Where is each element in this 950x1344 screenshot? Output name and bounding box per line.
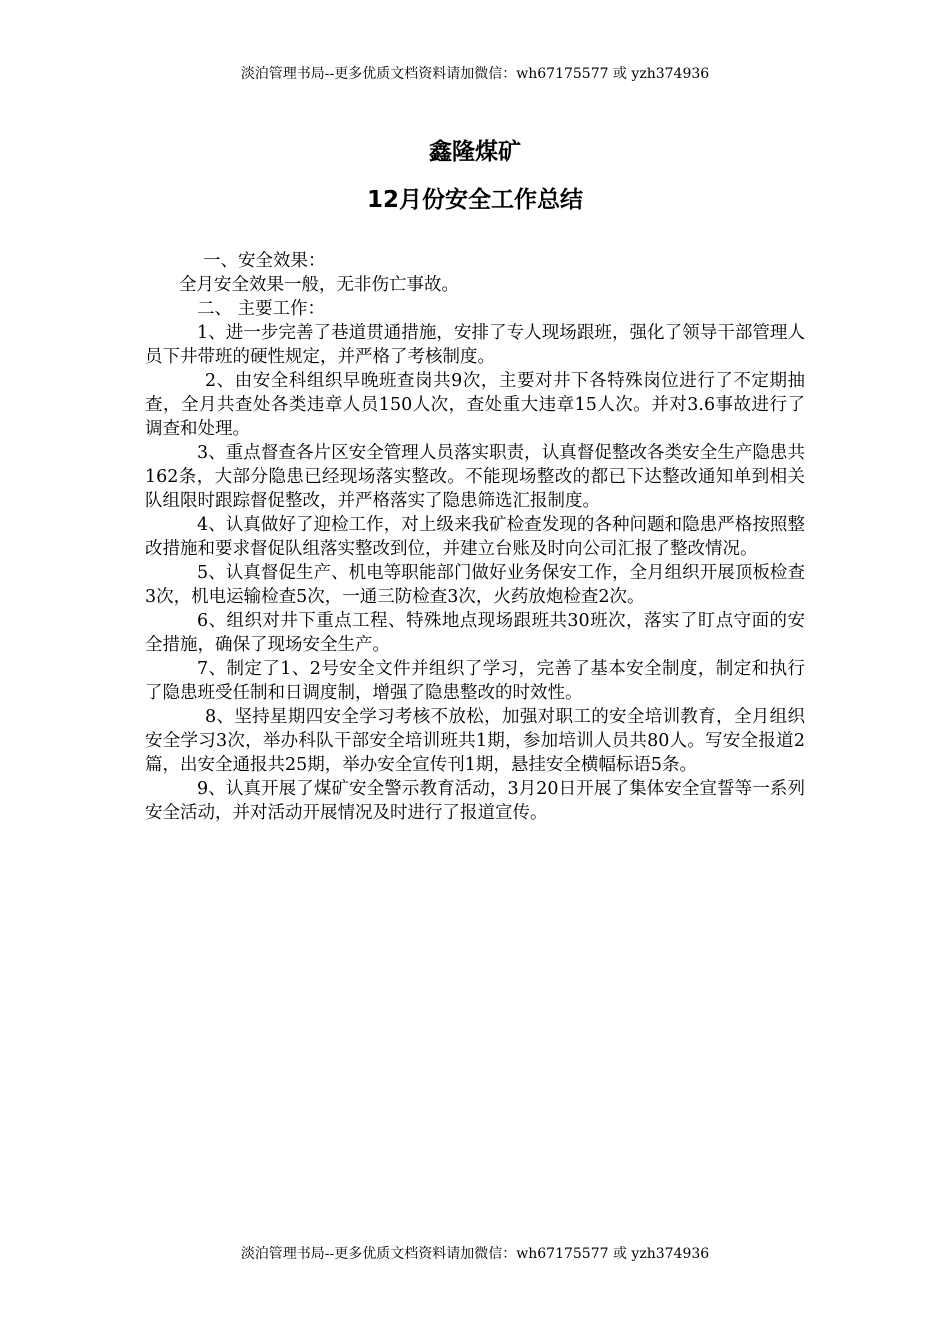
safety-results-text: 全月安全效果一般，无非伤亡事故。 bbox=[179, 275, 459, 295]
document-body bbox=[145, 249, 805, 825]
section-heading-main-work: 二、 主要工作： bbox=[197, 299, 326, 319]
section-heading-safety-results: 一、安全效果： bbox=[203, 251, 326, 271]
work-item-4: 4、认真做好了迎检工作，对上级来我矿检查发现的各种问题和隐患严格按照整改措施和要求督促队组落实整改到位，并建立台账及时向公司汇报了整改情况。 bbox=[145, 515, 805, 559]
work-item-6: 6、组织对井下重点工程、特殊地点现场跟班共30班次，落实了盯点守面的安全措施，确保了现场安全生产。 bbox=[145, 611, 805, 655]
document-title: 12月份安全工作总结 bbox=[366, 187, 583, 213]
header-note: 淡泊管理书局--更多优质文档资料请加微信：wh67175577 或 yzh374936 bbox=[240, 66, 710, 82]
company-title: 鑫隆煤矿 bbox=[429, 139, 521, 165]
work-item-9: 9、认真开展了煤矿安全警示教育活动，3月20日开展了集体安全宣誓等一系列安全活动，并对活动开展情况及时进行了报道宣传。 bbox=[145, 779, 805, 823]
footer-note: 淡泊管理书局--更多优质文档资料请加微信：wh67175577 或 yzh374936 bbox=[240, 1246, 710, 1262]
work-item-8: 8、坚持星期四安全学习考核不放松，加强对职工的安全培训教育，全月组织安全学习3次，举办科队干部安全培训班共1期，参加培训人员共80人。写安全报道2篇，出安全通报共25期，举办安全宣传刊1期，悬挂安全横幅标语5条。 bbox=[145, 707, 805, 775]
work-item-5: 5、认真督促生产、机电等职能部门做好业务保安工作，全月组织开展顶板检查3次，机电运输检查5次，一通三防检查3次，火药放炮检查2次。 bbox=[145, 563, 805, 607]
work-item-3: 3、重点督查各片区安全管理人员落实职责，认真督促整改各类安全生产隐患共162条，大部分隐患已经现场落实整改。不能现场整改的都已下达整改通知单到相关队组限时跟踪督促整改，并严格落实了隐患筛选汇报制度。 bbox=[145, 443, 805, 511]
work-item-1: 1、进一步完善了巷道贯通措施，安排了专人现场跟班，强化了领导干部管理人员下井带班的硬性规定，并严格了考核制度。 bbox=[145, 323, 805, 367]
work-item-2: 2、由安全科组织早晚班查岗共9次，主要对井下各特殊岗位进行了不定期抽查，全月共查处各类违章人员150人次，查处重大违章15人次。并对3.6事故进行了调查和处理。 bbox=[145, 371, 805, 439]
work-item-7: 7、制定了1、2号安全文件并组织了学习，完善了基本安全制度，制定和执行了隐患班受任制和日调度制，增强了隐患整改的时效性。 bbox=[145, 659, 805, 703]
